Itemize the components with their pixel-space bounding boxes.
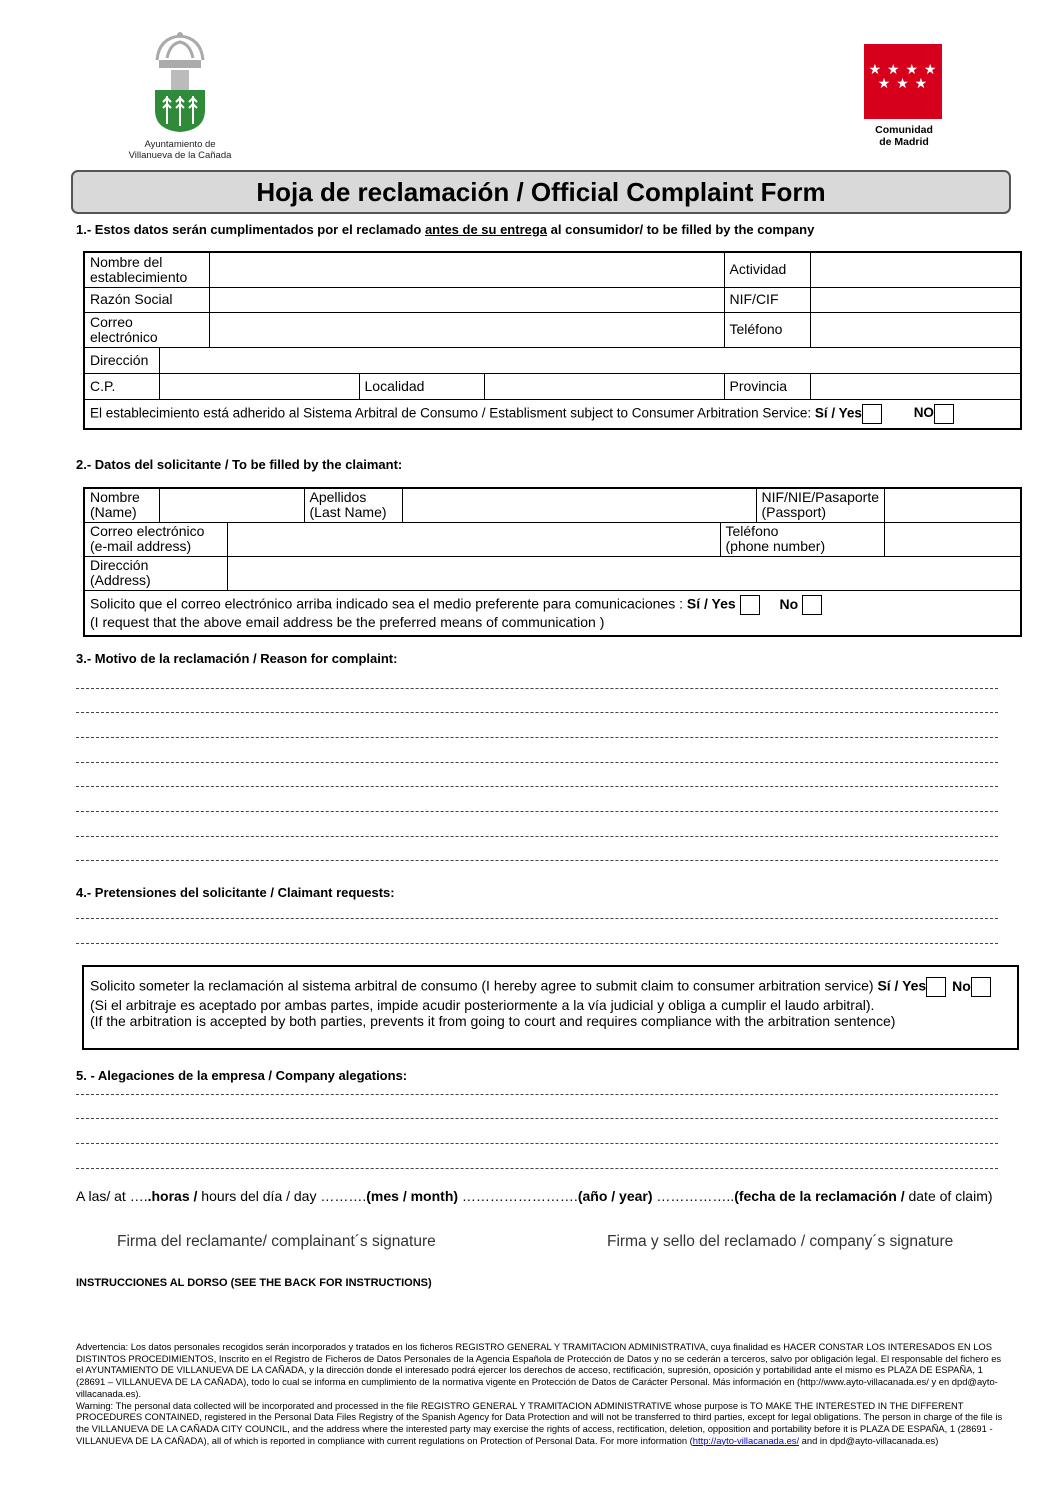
privacy-link[interactable]: http://ayto-villacanada.es/ [692, 1434, 800, 1446]
label-direccion: Dirección [84, 347, 159, 373]
pref-no-label: No [779, 595, 799, 612]
arbitration-note-es: (Si el arbitraje es aceptado por ambas partes, impide acudir posteriormente a la vía judicial y obliga a cumplir el laudo arbitral). [90, 997, 875, 1013]
pref-si-label: Sí / Yes [686, 595, 736, 612]
date-line [76, 1188, 993, 1204]
reason-line-8[interactable] [76, 860, 998, 861]
reason-line-4[interactable] [76, 762, 998, 763]
label-nombre-en: (Name) [90, 504, 137, 521]
date-year: (año / year) [577, 1188, 653, 1204]
reason-line-3[interactable] [76, 737, 998, 738]
arbitral-no-checkbox[interactable] [934, 404, 954, 424]
arbitration-no-checkbox[interactable] [971, 977, 991, 997]
stars-row-1: ★ ★ ★ ★ [868, 61, 938, 77]
label-nif-nie-es: NIF/NIE/Pasaporte [761, 489, 879, 506]
reason-line-6[interactable] [76, 811, 998, 812]
label-provincia: Provincia [724, 373, 810, 399]
section-5-heading: 5. - Alegaciones de la empresa / Company alegations: [76, 1068, 408, 1083]
label-nombre [84, 488, 159, 522]
madrid-caption-1: Comunidad [875, 124, 933, 136]
label-correo: Correo electrónico [84, 312, 209, 347]
correo-field[interactable] [209, 312, 724, 347]
reason-line-1[interactable] [76, 688, 998, 689]
request-line-2[interactable] [76, 943, 998, 944]
label-nombre-es: Nombre [90, 489, 140, 506]
nif-nie-field[interactable] [885, 488, 1021, 522]
date-month: (mes / month) [366, 1188, 459, 1204]
label-apellidos [304, 488, 402, 522]
request-line-1[interactable] [76, 918, 998, 919]
madrid-caption-2: de Madrid [879, 136, 929, 148]
arbitral-no-label: NO [913, 405, 934, 421]
arbitration-no-label: No [952, 977, 971, 994]
label-direccion-es: Dirección [90, 557, 149, 573]
nombre-field[interactable] [159, 488, 304, 522]
section-4-heading: 4.- Pretensiones del solicitante / Claimant requests: [76, 885, 395, 900]
label-telefono: Teléfono [724, 312, 810, 347]
section-1-heading-a: 1.- Estos datos serán cumplimentados por el reclamado [76, 222, 425, 237]
date-horas: .horas / [147, 1188, 202, 1204]
date-dots-2: …………….. [652, 1188, 735, 1204]
date-at: A las/ at …. [76, 1188, 148, 1204]
label-cp: C.P. [84, 373, 159, 399]
logo-caption-line-1: Ayuntamiento de [144, 139, 216, 150]
arbitral-si-checkbox[interactable] [862, 404, 882, 424]
actividad-field[interactable] [810, 252, 1021, 287]
arbitration-box [82, 965, 1019, 1050]
arbitral-si-label: Sí / Yes [814, 405, 862, 421]
date-dots-1: ……………………. [458, 1188, 578, 1204]
label-apellidos-en: (Last Name) [309, 504, 387, 521]
label-razon-social: Razón Social [84, 287, 209, 312]
label-telefono-en: (phone number) [725, 538, 826, 554]
allegation-line-4[interactable] [76, 1168, 998, 1169]
privacy-en-text: Warning: The personal data collected will be incorporated and processed in the file REGISTRO GENERAL Y TRAMITACION ADMINISTRATIVE whose purpose is TO MAKE THE INTERESTED IN THE DIFFERENT PROCEDURES CONTAINED, registered in the Personal Data Files Registry of the Spanish Agency for Data Protection and will not be transferred to third parties, except for legal obligations. The person in charge of the file is the VILLANUEVA DE LA CAÑADA CITY COUNCIL, and the address where the interested party may exercise the rights of access, rectification, deletion, opposition and portability before it is PLAZA DE ESPAÑA, 1 (28691 - VILLANUEVA DE LA CAÑADA), all of which is reported in compliance with current regulations on Protection of Personal Data. For more information ( [76, 1399, 1003, 1446]
label-telefono-solicitante [720, 522, 885, 556]
label-localidad: Localidad [359, 373, 484, 399]
pref-text: Solicito que el correo electrónico arriba indicado sea el medio preferente para comunicaciones : [90, 595, 683, 612]
date-claim-en: date of claim) [908, 1188, 993, 1204]
coat-of-arms-icon [145, 30, 215, 134]
telefono-solicitante-field[interactable] [885, 522, 1021, 556]
correo-solicitante-field[interactable] [227, 522, 720, 556]
section-2-heading: 2.- Datos del solicitante / To be filled by the claimant: [76, 457, 403, 472]
telefono-field[interactable] [810, 312, 1021, 347]
label-nombre-establecimiento: Nombre del establecimiento [84, 252, 209, 287]
nombre-establecimiento-field[interactable] [209, 252, 724, 287]
nif-cif-field[interactable] [810, 287, 1021, 312]
privacy-en-tail: and in dpd@ayto-villacanada.es) [799, 1434, 939, 1446]
direccion-solicitante-field[interactable] [227, 556, 1021, 590]
company-data-table [83, 251, 1022, 430]
label-telefono-es: Teléfono [725, 523, 779, 539]
label-nif-nie-en: (Passport) [761, 504, 827, 521]
label-direccion-en: (Address) [90, 572, 151, 588]
label-nif-nie [756, 488, 885, 522]
claimant-data-table [83, 487, 1022, 637]
pref-text-en: (I request that the above email address be the preferred means of communication ) [90, 614, 605, 631]
pref-si-checkbox[interactable] [740, 595, 760, 615]
section-1-heading [76, 222, 814, 237]
comunidad-madrid-logo [864, 44, 944, 148]
direccion-field[interactable] [159, 347, 1021, 373]
allegation-line-1[interactable] [76, 1094, 998, 1095]
arbitration-text: Solicito someter la reclamación al sistema arbitral de consumo (I hereby agree to submit claim to consumer arbitration service) [90, 977, 874, 994]
razon-social-field[interactable] [209, 287, 724, 312]
stars-row-2: ★ ★ ★ [877, 75, 929, 91]
signature-company: Firma y sello del reclamado / company´s signature [607, 1233, 954, 1250]
privacy-notice-es: Advertencia: Los datos personales recogidos serán incorporados y tratados en los ficheros REGISTRO GENERAL Y TRAMITACION ADMINISTRATIVA, cuya finalidad es HACER CONSTAR LOS INTERESADOS EN LOS DISTINTOS PROCEDIMIENTOS, Inscrito en el Registro de Ficheros de Datos Personales de la Agencia Española de Protección de Datos y no se cederán a terceros, salvo por obligación legal. El responsable del fichero es el AYUNTAMIENTO DE VILLANUEVA DE LA CAÑADA, y la dirección donde el interesado podrá ejercer los derechos de acceso, rectificación, supresión, oposición y portabilidad ante el mismo es PLAZA DE ESPAÑA, 1 (28691 – VILLANUEVA DE LA CAÑADA), todo lo cual se informa en cumplimiento de la normativa vigente en Protección de Datos de Carácter Personal. Más información en (http://www.ayto-villacanada.es/ y en dpd@ayto-villacanada.es). [76, 1341, 1002, 1399]
madrid-flag-icon [864, 44, 942, 119]
arbitration-si-label: Sí / Yes [877, 977, 927, 994]
label-actividad: Actividad [724, 252, 810, 287]
apellidos-field[interactable] [402, 488, 756, 522]
label-nif-cif: NIF/CIF [724, 287, 810, 312]
logo-caption-line-2: Villanueva de la Cañada [128, 150, 232, 161]
form-title: Hoja de reclamación / Official Complaint Form [71, 170, 1011, 214]
date-day: hours del día / day ………. [201, 1188, 367, 1204]
section-1-heading-b: al consumidor/ to be filled by the company [547, 222, 815, 237]
privacy-notice [76, 1341, 1011, 1446]
localidad-field[interactable] [484, 373, 724, 399]
reason-line-2[interactable] [76, 712, 998, 713]
allegation-line-2[interactable] [76, 1118, 998, 1119]
section-1-heading-underlined: antes de su entrega [424, 222, 548, 237]
arbitral-row [84, 399, 1021, 429]
instructions-note: INSTRUCCIONES AL DORSO (SEE THE BACK FOR INSTRUCTIONS) [76, 1277, 432, 1289]
villanueva-logo [120, 30, 240, 162]
arbitration-si-checkbox[interactable] [926, 977, 946, 997]
section-3-heading: 3.- Motivo de la reclamación / Reason for complaint: [76, 651, 398, 666]
pref-no-checkbox[interactable] [802, 595, 822, 615]
label-correo-en: (e-mail address) [90, 538, 192, 554]
label-apellidos-es: Apellidos [309, 489, 367, 506]
label-correo-es: Correo electrónico [90, 523, 205, 539]
arbitral-text: El establecimiento está adherido al Sistema Arbitral de Consumo / Establisment subject to Consumer Arbitration Service: [90, 405, 812, 421]
date-claim-es: (fecha de la reclamación / [734, 1188, 909, 1204]
reason-line-5[interactable] [76, 786, 998, 787]
allegation-line-3[interactable] [76, 1143, 998, 1144]
label-correo-solicitante [84, 522, 227, 556]
reason-line-7[interactable] [76, 836, 998, 837]
label-direccion-solicitante [84, 556, 227, 590]
privacy-notice-en [76, 1400, 1011, 1447]
cp-field[interactable] [159, 373, 359, 399]
provincia-field[interactable] [810, 373, 1021, 399]
signature-complainant: Firma del reclamante/ complainant´s signature [117, 1233, 436, 1250]
arbitration-note-en: (If the arbitration is accepted by both parties, prevents it from going to court and requires compliance with the arbitration sentence) [90, 1013, 896, 1029]
preferred-contact-row [84, 590, 1021, 636]
